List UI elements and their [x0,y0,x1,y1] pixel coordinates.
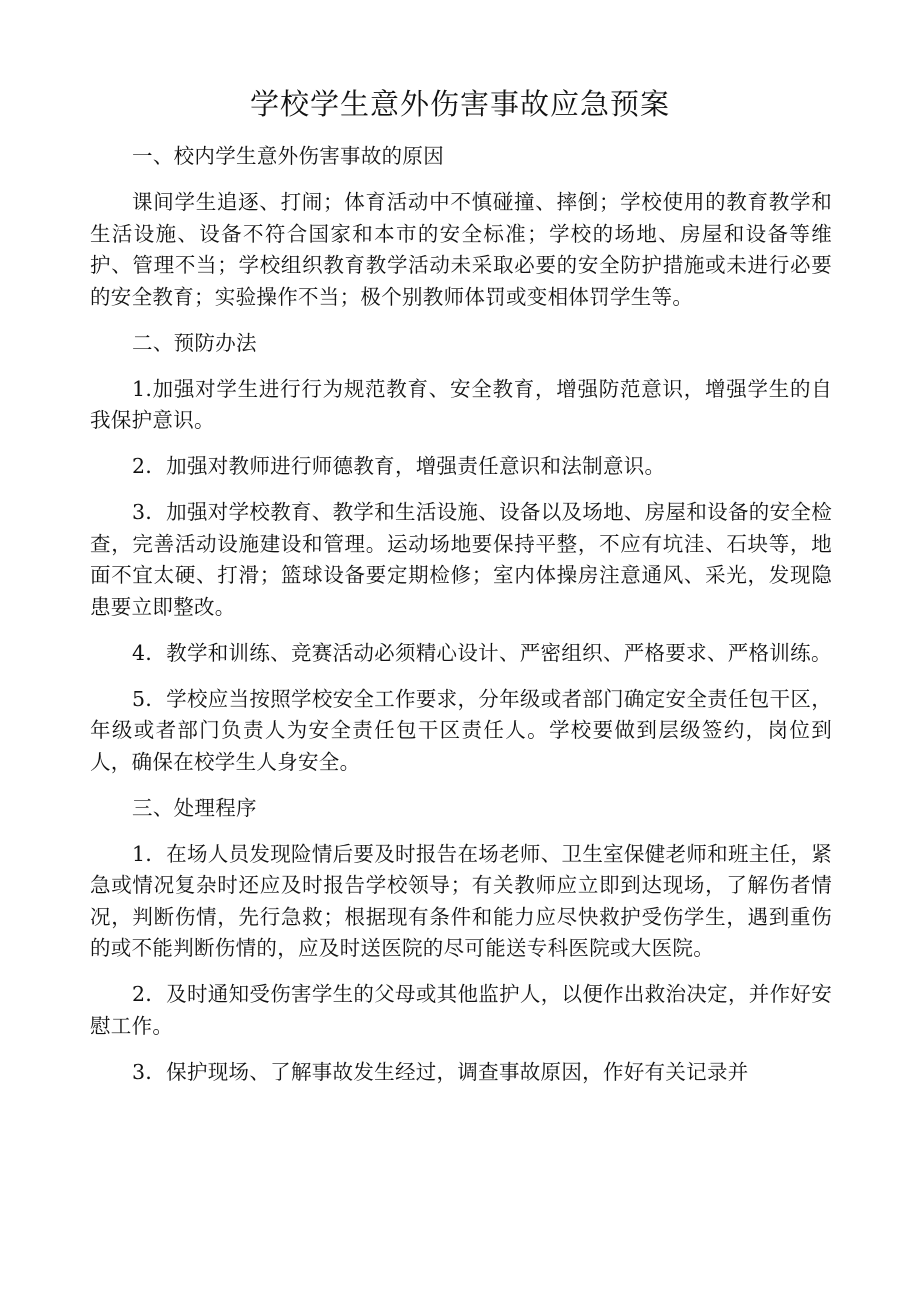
paragraph-procedure-2: 2．及时通知受伤害学生的父母或其他监护人，以便作出救治决定，并作好安慰工作。 [90,982,832,1038]
paragraph-prevention-4: 4．教学和训练、竞赛活动必须精心设计、严密组织、严格要求、严格训练。 [132,640,832,665]
paragraph-causes: 课间学生追逐、打闹；体育活动中不慎碰撞、摔倒；学校使用的教育教学和生活设施、设备不符合国家和本市的安全标准；学校的场地、房屋和设备等维护、管理不当；学校组织教育教学活动未采取必要的安全防护措施或未进行必要的安全教育；实验操作不当；极个别教师体罚或变相体罚学生等。 [90,190,832,309]
section-heading-causes: 一、校内学生意外伤害事故的原因 [132,144,445,168]
document-title: 学校学生意外伤害事故应急预案 [249,87,670,121]
section-heading-procedure: 三、处理程序 [132,795,257,820]
paragraph-prevention-1: 1.加强对学生进行行为规范教育、安全教育，增强防范意识，增强学生的自我保护意识。 [90,376,832,432]
section-heading-prevention: 二、预防办法 [132,330,257,355]
paragraph-prevention-2: 2．加强对教师进行师德教育，增强责任意识和法制意识。 [132,454,666,478]
paragraph-procedure-1: 1．在场人员发现险情后要及时报告在场老师、卫生室保健老师和班主任，紧急或情况复杂时还应及时报告学校领导；有关教师应立即到达现场，了解伤者情况，判断伤情，先行急救；根据现有条件和能力应尽快救护受伤学生，遇到重伤的或不能判断伤情的，应及时送医院的尽可能送专科医院或大医院。 [90,841,832,960]
paragraph-procedure-3: 3．保护现场、了解事故发生经过，调查事故原因，作好有关记录并 [132,1059,749,1084]
document-body [90,141,832,1103]
paragraph-prevention-5: 5．学校应当按照学校安全工作要求，分年级或者部门确定安全责任包干区，年级或者部门负责人为安全责任包干区责任人。学校要做到层级签约，岗位到人，确保在校学生人身安全。 [90,686,832,774]
paragraph-prevention-3: 3．加强对学校教育、教学和生活设施、设备以及场地、房屋和设备的安全检查，完善活动设施建设和管理。运动场地要保持平整，不应有坑洼、石块等，地面不宜太硬、打滑；篮球设备要定期检修；室内体操房注意通风、采光，发现隐患要立即整改。 [90,500,832,619]
